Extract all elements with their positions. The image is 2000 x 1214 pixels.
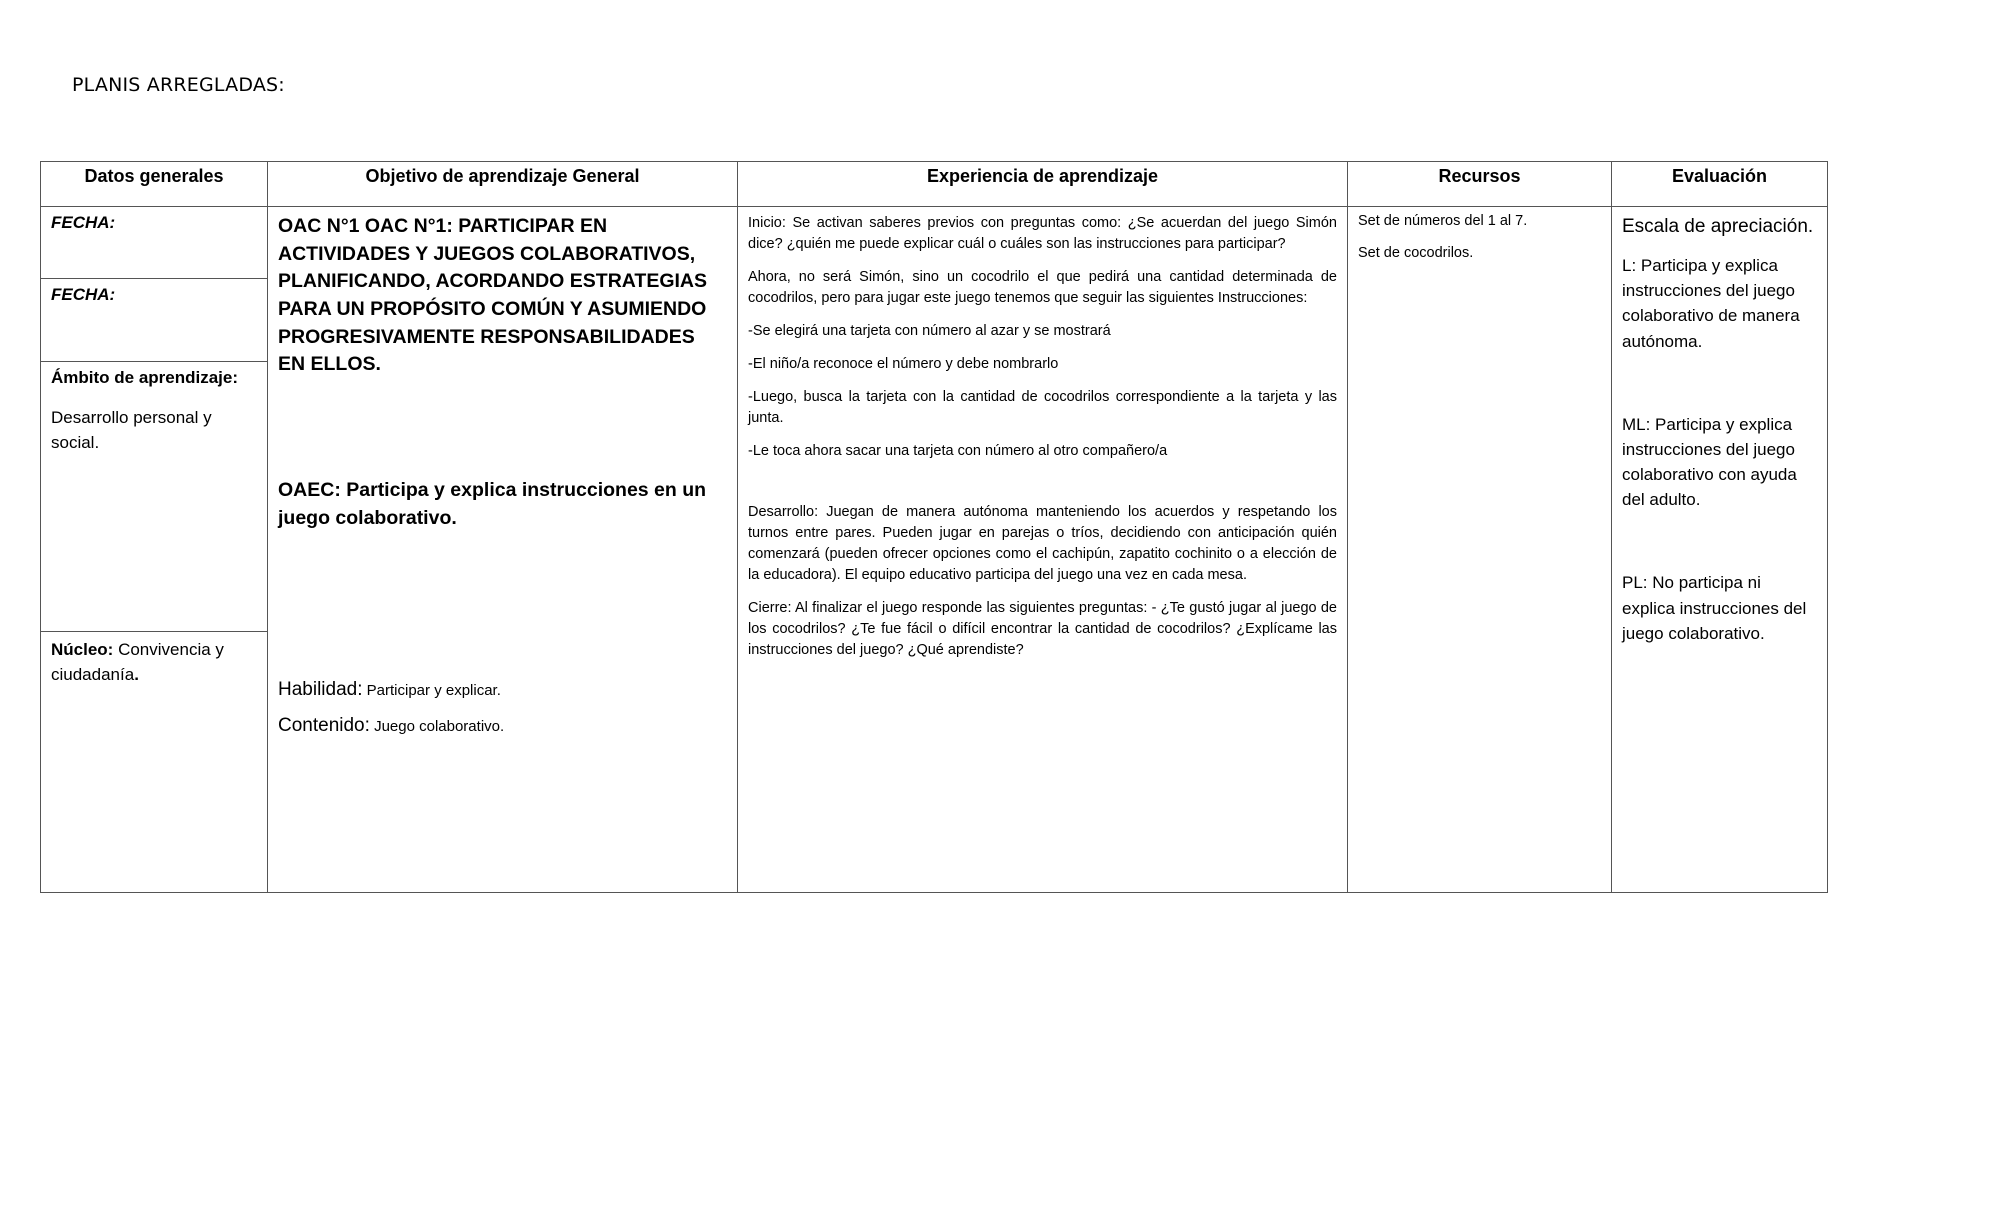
header-datos: Datos generales bbox=[41, 162, 268, 207]
header-recursos: Recursos bbox=[1348, 162, 1612, 207]
nucleo-block bbox=[41, 632, 267, 693]
ambito-label: Ámbito de aprendizaje: bbox=[51, 368, 239, 387]
oaec-text: OAEC: Participa y explica instrucciones en un juego colaborativo. bbox=[278, 479, 707, 529]
header-evaluacion: Evaluación bbox=[1612, 162, 1828, 207]
habilidad-value: Participar y explicar. bbox=[362, 681, 501, 699]
page-title: PLANIS ARREGLADAS: bbox=[72, 74, 285, 96]
habilidad-line bbox=[268, 679, 737, 701]
header-experiencia: Experiencia de aprendizaje bbox=[738, 162, 1348, 207]
escala-title: Escala de apreciación. bbox=[1622, 216, 1814, 237]
habilidad-label: Habilidad: bbox=[278, 678, 363, 700]
inicio-text: Inicio: Se activan saberes previos con preguntas como: ¿Se acuerdan del juego Simón dice? ¿quién me puede explicar cuál o cuáles son las instrucciones para participar? bbox=[748, 215, 1337, 253]
evaluacion-cell bbox=[1612, 207, 1828, 893]
evaluacion-content bbox=[1612, 207, 1827, 662]
oac-text: OAC N°1 OAC N°1: PARTICIPAR EN ACTIVIDADES Y JUEGOS COLABORATIVOS, PLANIFICANDO, ACORDANDO ESTRATEGIAS PARA UN PROPÓSITO COMÚN Y ASUMIENDO PROGRESIVAMENTE RESPONSABILIDADES EN ELLOS. bbox=[278, 215, 707, 376]
recursos-content bbox=[1348, 207, 1611, 283]
fecha-label-2: FECHA: bbox=[51, 285, 116, 304]
step-1-text: -Se elegirá una tarjeta con número al azar y se mostrará bbox=[748, 323, 1111, 340]
eval-ml: ML: Participa y explica instrucciones del juego colaborativo con ayuda del adulto. bbox=[1622, 414, 1797, 510]
objetivo-cell bbox=[268, 207, 738, 893]
datos-cell bbox=[41, 207, 268, 893]
recursos-cell bbox=[1348, 207, 1612, 893]
header-objetivo: Objetivo de aprendizaje General bbox=[268, 162, 738, 207]
fecha-block-2 bbox=[41, 279, 267, 362]
contenido-value: Juego colaborativo. bbox=[369, 717, 505, 735]
nucleo-dot: . bbox=[134, 664, 139, 684]
recurso-item-2: Set de cocodrilos. bbox=[1358, 245, 1474, 261]
contenido-label: Contenido: bbox=[278, 714, 370, 736]
ambito-value: Desarrollo personal y social. bbox=[51, 408, 212, 452]
step-3-text: -Luego, busca la tarjeta con la cantidad de cocodrilos correspondiente a la tarjeta y las junta. bbox=[748, 389, 1337, 427]
desarrollo-text: Desarrollo: Juegan de manera autónoma manteniendo los acuerdos y respetando los turnos entre pares. Pueden jugar en parejas o tríos, decidiendo con anticipación quién comenzará (pueden ofrecer opciones como el cachipún, zapatito cochinito o a elección de la educadora). El equipo educativo participa del juego una vez en cada mesa. bbox=[748, 504, 1337, 584]
ahora-text: Ahora, no será Simón, sino un cocodrilo el que pedirá una cantidad determinada de cocodrilos, pero para jugar este juego tenemos que seguir las siguientes Instrucciones: bbox=[748, 269, 1337, 307]
table-body-row bbox=[41, 207, 1828, 893]
step-4-text: -Le toca ahora sacar una tarjeta con número al otro compañero/a bbox=[748, 443, 1168, 460]
contenido-line bbox=[268, 715, 737, 737]
fecha-label-1: FECHA: bbox=[51, 213, 116, 232]
ambito-block bbox=[41, 362, 267, 632]
planning-table bbox=[40, 161, 1828, 893]
nucleo-label: Núcleo: bbox=[51, 640, 114, 659]
table-header-row bbox=[41, 162, 1828, 207]
recurso-item-1: Set de números del 1 al 7. bbox=[1358, 213, 1528, 229]
experiencia-cell bbox=[738, 207, 1348, 893]
eval-pl: PL: No participa ni explica instrucciones del juego colaborativo. bbox=[1622, 573, 1807, 643]
cierre-text: Cierre: Al finalizar el juego responde las siguientes preguntas: - ¿Te gustó jugar al juego de los cocodrilos? ¿Te fue fácil o difícil encontrar la cantidad de cocodrilos? ¿Explícame las instrucciones del juego? ¿Qué aprendiste? bbox=[748, 600, 1337, 659]
step-2-text: -El niño/a reconoce el número y debe nombrarlo bbox=[748, 356, 1059, 373]
fecha-block-1 bbox=[41, 207, 267, 279]
experiencia-content bbox=[738, 207, 1347, 679]
nucleo-value: Convivencia y ciudadanía bbox=[51, 640, 224, 684]
eval-l: L: Participa y explica instrucciones del juego colaborativo de manera autónoma. bbox=[1622, 256, 1800, 351]
